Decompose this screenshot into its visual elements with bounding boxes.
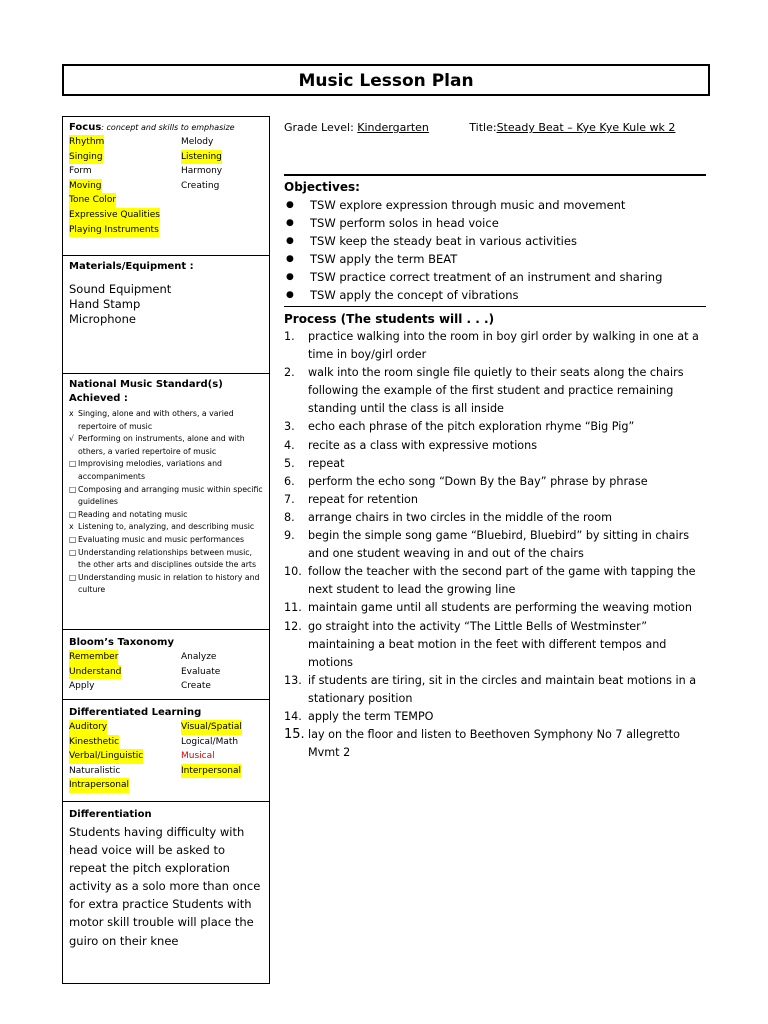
learning-item: Intrapersonal (69, 778, 129, 793)
process-step (284, 509, 710, 527)
divider-top (284, 174, 706, 176)
standards-section (63, 374, 269, 630)
standards-heading-line1: National Music Standard(s) (69, 379, 223, 390)
step-number: 4. (284, 438, 295, 452)
objective-item (284, 196, 710, 214)
standard-mark: √ (69, 434, 74, 444)
standard-item (69, 521, 263, 534)
bullet-icon: ● (286, 254, 294, 265)
standard-text: Reading and notating music (78, 509, 188, 519)
standard-mark: x (69, 409, 74, 418)
step-number: 10. (284, 565, 302, 579)
focus-heading-text: Focus (69, 122, 102, 133)
standard-item (69, 572, 263, 597)
standard-item (69, 458, 263, 483)
standard-mark: □ (69, 484, 77, 494)
objective-item (284, 286, 710, 304)
focus-item: Melody (181, 137, 214, 147)
material-item: Sound Equipment (69, 282, 172, 296)
step-text: maintain game until all students are performing the weaving motion (308, 601, 692, 615)
blooms-section (63, 630, 269, 700)
standards-heading-line2: Achieved : (69, 393, 128, 404)
learning-item: Naturalistic (69, 765, 121, 776)
right-column (284, 116, 710, 760)
learning-item: Auditory (69, 720, 107, 735)
materials-heading: Materials/Equipment : (69, 261, 194, 272)
title-box (62, 64, 710, 96)
process-heading: Process (The students will . . .) (284, 312, 495, 326)
focus-item: Moving (69, 179, 102, 194)
learning-item: Verbal/Linguistic (69, 749, 143, 764)
grade-value: Kindergarten (357, 121, 429, 134)
standards-list (69, 408, 263, 597)
focus-subheading: : concept and skills to emphasize (101, 123, 235, 132)
step-text: walk into the room single file quietly to their seats along the chairs following the example of the first student and practice remaining standing until the class is all inside (308, 366, 684, 416)
step-text: if students are tiring, sit in the circles and maintain beat motions in a stationary position (308, 673, 697, 705)
step-number: 14. (284, 709, 302, 723)
step-number: 11. (284, 601, 302, 615)
step-text: recite as a class with expressive motions (308, 438, 538, 452)
step-number: 7. (284, 492, 295, 506)
focus-item: Form (69, 166, 92, 177)
step-number: 1. (284, 330, 295, 343)
standard-text: Understanding music in relation to history and culture (78, 572, 260, 595)
learning-section (63, 700, 269, 802)
blooms-heading: Bloom’s Taxonomy (69, 637, 174, 648)
step-text: lay on the floor and listen to Beethoven Symphony No 7 allegretto Mvmt 2 (308, 728, 680, 760)
process-list (284, 328, 710, 762)
standard-text: Listening to, analyzing, and describing music (78, 522, 255, 532)
focus-item: Singing (69, 150, 103, 165)
title-label: Title: (469, 121, 497, 134)
step-number: 13. (284, 673, 302, 687)
process-step (284, 455, 710, 473)
standard-mark: □ (69, 509, 77, 519)
objective-item (284, 250, 710, 268)
grade-label: Grade Level: (284, 121, 354, 134)
objective-text: TSW practice correct treatment of an instrument and sharing (310, 270, 663, 285)
learning-grid (69, 720, 263, 793)
step-text: practice walking into the room in boy girl order by walking in one at a time in boy/girl order (308, 330, 699, 362)
left-column (62, 116, 270, 984)
step-number: 8. (284, 510, 295, 524)
differentiation-section (63, 802, 269, 983)
objective-text: TSW perform solos in head voice (310, 216, 499, 231)
process-step (284, 708, 710, 726)
focus-heading (69, 121, 263, 135)
bullet-icon: ● (286, 290, 294, 301)
step-text: repeat (308, 456, 345, 470)
process-step (284, 328, 710, 364)
standard-text: Composing and arranging music within specific guidelines (78, 484, 263, 507)
objective-item (284, 214, 710, 232)
standard-item (69, 484, 263, 509)
step-text: echo each phrase of the pitch exploration rhyme “Big Pig” (308, 420, 635, 434)
standard-mark: □ (69, 547, 77, 557)
standard-item (69, 534, 263, 547)
process-section (284, 312, 710, 762)
standard-text: Improvising melodies, variations and accompaniments (78, 459, 222, 481)
standard-item (69, 408, 263, 433)
process-step (284, 599, 710, 617)
standard-mark: □ (69, 534, 77, 544)
objective-text: TSW apply the term BEAT (310, 252, 458, 267)
learning-item: Logical/Math (181, 736, 239, 747)
page-title: Music Lesson Plan (298, 71, 474, 91)
differentiation-heading: Differentiation (69, 809, 152, 820)
bullet-icon: ● (286, 236, 294, 247)
process-step (284, 437, 710, 455)
step-number: 15. (284, 727, 305, 743)
objectives-section (284, 180, 710, 305)
objective-text: TSW apply the concept of vibrations (310, 288, 519, 303)
focus-item: Expressive Qualities (69, 208, 160, 223)
standard-text: Singing, alone and with others, a varied repertoire of music (78, 409, 234, 431)
standard-mark: □ (69, 572, 77, 582)
objective-item (284, 232, 710, 250)
standard-text: Performing on instruments, alone and with others, a varied repertoire of music (78, 434, 245, 456)
process-step (284, 364, 710, 418)
learning-heading: Differentiated Learning (69, 707, 202, 718)
blooms-item: Remember (69, 650, 118, 665)
standard-item (69, 509, 263, 522)
process-step (284, 726, 710, 762)
title-value: Steady Beat – Kye Kye Kule wk 2 (496, 121, 676, 134)
standard-item (69, 433, 263, 458)
objective-item (284, 268, 710, 286)
objectives-heading: Objectives: (284, 180, 360, 194)
learning-item: Musical (181, 751, 215, 762)
standards-heading (69, 378, 263, 406)
step-text: go straight into the activity “The Little Bells of Westminster” maintaining a beat motion in the feet with different tempos and motions (308, 619, 667, 669)
grade-line (284, 121, 710, 135)
materials-section (63, 256, 269, 374)
process-step (284, 563, 710, 599)
process-step (284, 473, 710, 491)
objective-text: TSW keep the steady beat in various activities (310, 234, 577, 249)
process-step (284, 618, 710, 672)
step-text: perform the echo song “Down By the Bay” phrase by phrase (308, 474, 648, 488)
process-step (284, 418, 710, 436)
process-step (284, 672, 710, 708)
focus-item: Playing Instruments (69, 223, 159, 238)
step-text: arrange chairs in two circles in the middle of the room (308, 510, 612, 524)
blooms-item: Analyze (181, 652, 217, 662)
focus-item: Listening (181, 150, 222, 165)
step-text: repeat for retention (308, 492, 418, 506)
blooms-item: Apply (69, 681, 95, 692)
focus-item: Rhythm (69, 135, 104, 150)
bullet-icon: ● (286, 218, 294, 229)
objective-text: TSW explore expression through music and movement (310, 198, 626, 212)
learning-item: Visual/Spatial (181, 720, 242, 735)
step-number: 6. (284, 474, 295, 488)
process-step (284, 527, 710, 563)
objectives-list (284, 196, 710, 305)
step-text: follow the teacher with the second part of the game with tapping the next student to lead the growing line (308, 565, 696, 597)
focus-item: Harmony (181, 166, 223, 177)
process-step (284, 491, 710, 509)
step-number: 12. (284, 619, 302, 633)
learning-item: Interpersonal (181, 764, 241, 779)
step-text: apply the term TEMPO (308, 709, 434, 723)
standard-item (69, 547, 263, 572)
blooms-item: Understand (69, 665, 121, 680)
step-number: 2. (284, 366, 295, 380)
bullet-icon: ● (286, 200, 294, 210)
step-number: 5. (284, 456, 295, 470)
standard-mark: x (69, 522, 74, 532)
step-number: 9. (284, 529, 295, 543)
differentiation-text: Students having difficulty with head voice will be asked to repeat the pitch exploration activity as a solo more than once for extra practice Students with motor skill trouble will place the guiro on their knee (69, 825, 261, 948)
focus-item: Tone Color (69, 193, 116, 208)
material-item: Hand Stamp (69, 297, 141, 311)
blooms-item: Evaluate (181, 666, 221, 677)
material-item: Microphone (69, 312, 136, 326)
focus-grid (69, 135, 263, 237)
standard-text: Evaluating music and music performances (78, 534, 244, 544)
focus-section (63, 117, 269, 256)
step-number: 3. (284, 420, 295, 434)
focus-item: Creating (181, 180, 220, 191)
learning-item: Kinesthetic (69, 735, 119, 750)
blooms-grid (69, 650, 263, 694)
materials-list (69, 282, 263, 327)
blooms-item: Create (181, 681, 211, 692)
standard-text: Understanding relationships between music, the other arts and disciplines outside the arts (78, 547, 257, 570)
step-text: begin the simple song game “Bluebird, Bluebird” by sitting in chairs and one student weaving in and out of the chairs (308, 529, 690, 561)
standard-mark: □ (69, 459, 77, 469)
bullet-icon: ● (286, 272, 294, 283)
divider-mid (284, 306, 706, 307)
